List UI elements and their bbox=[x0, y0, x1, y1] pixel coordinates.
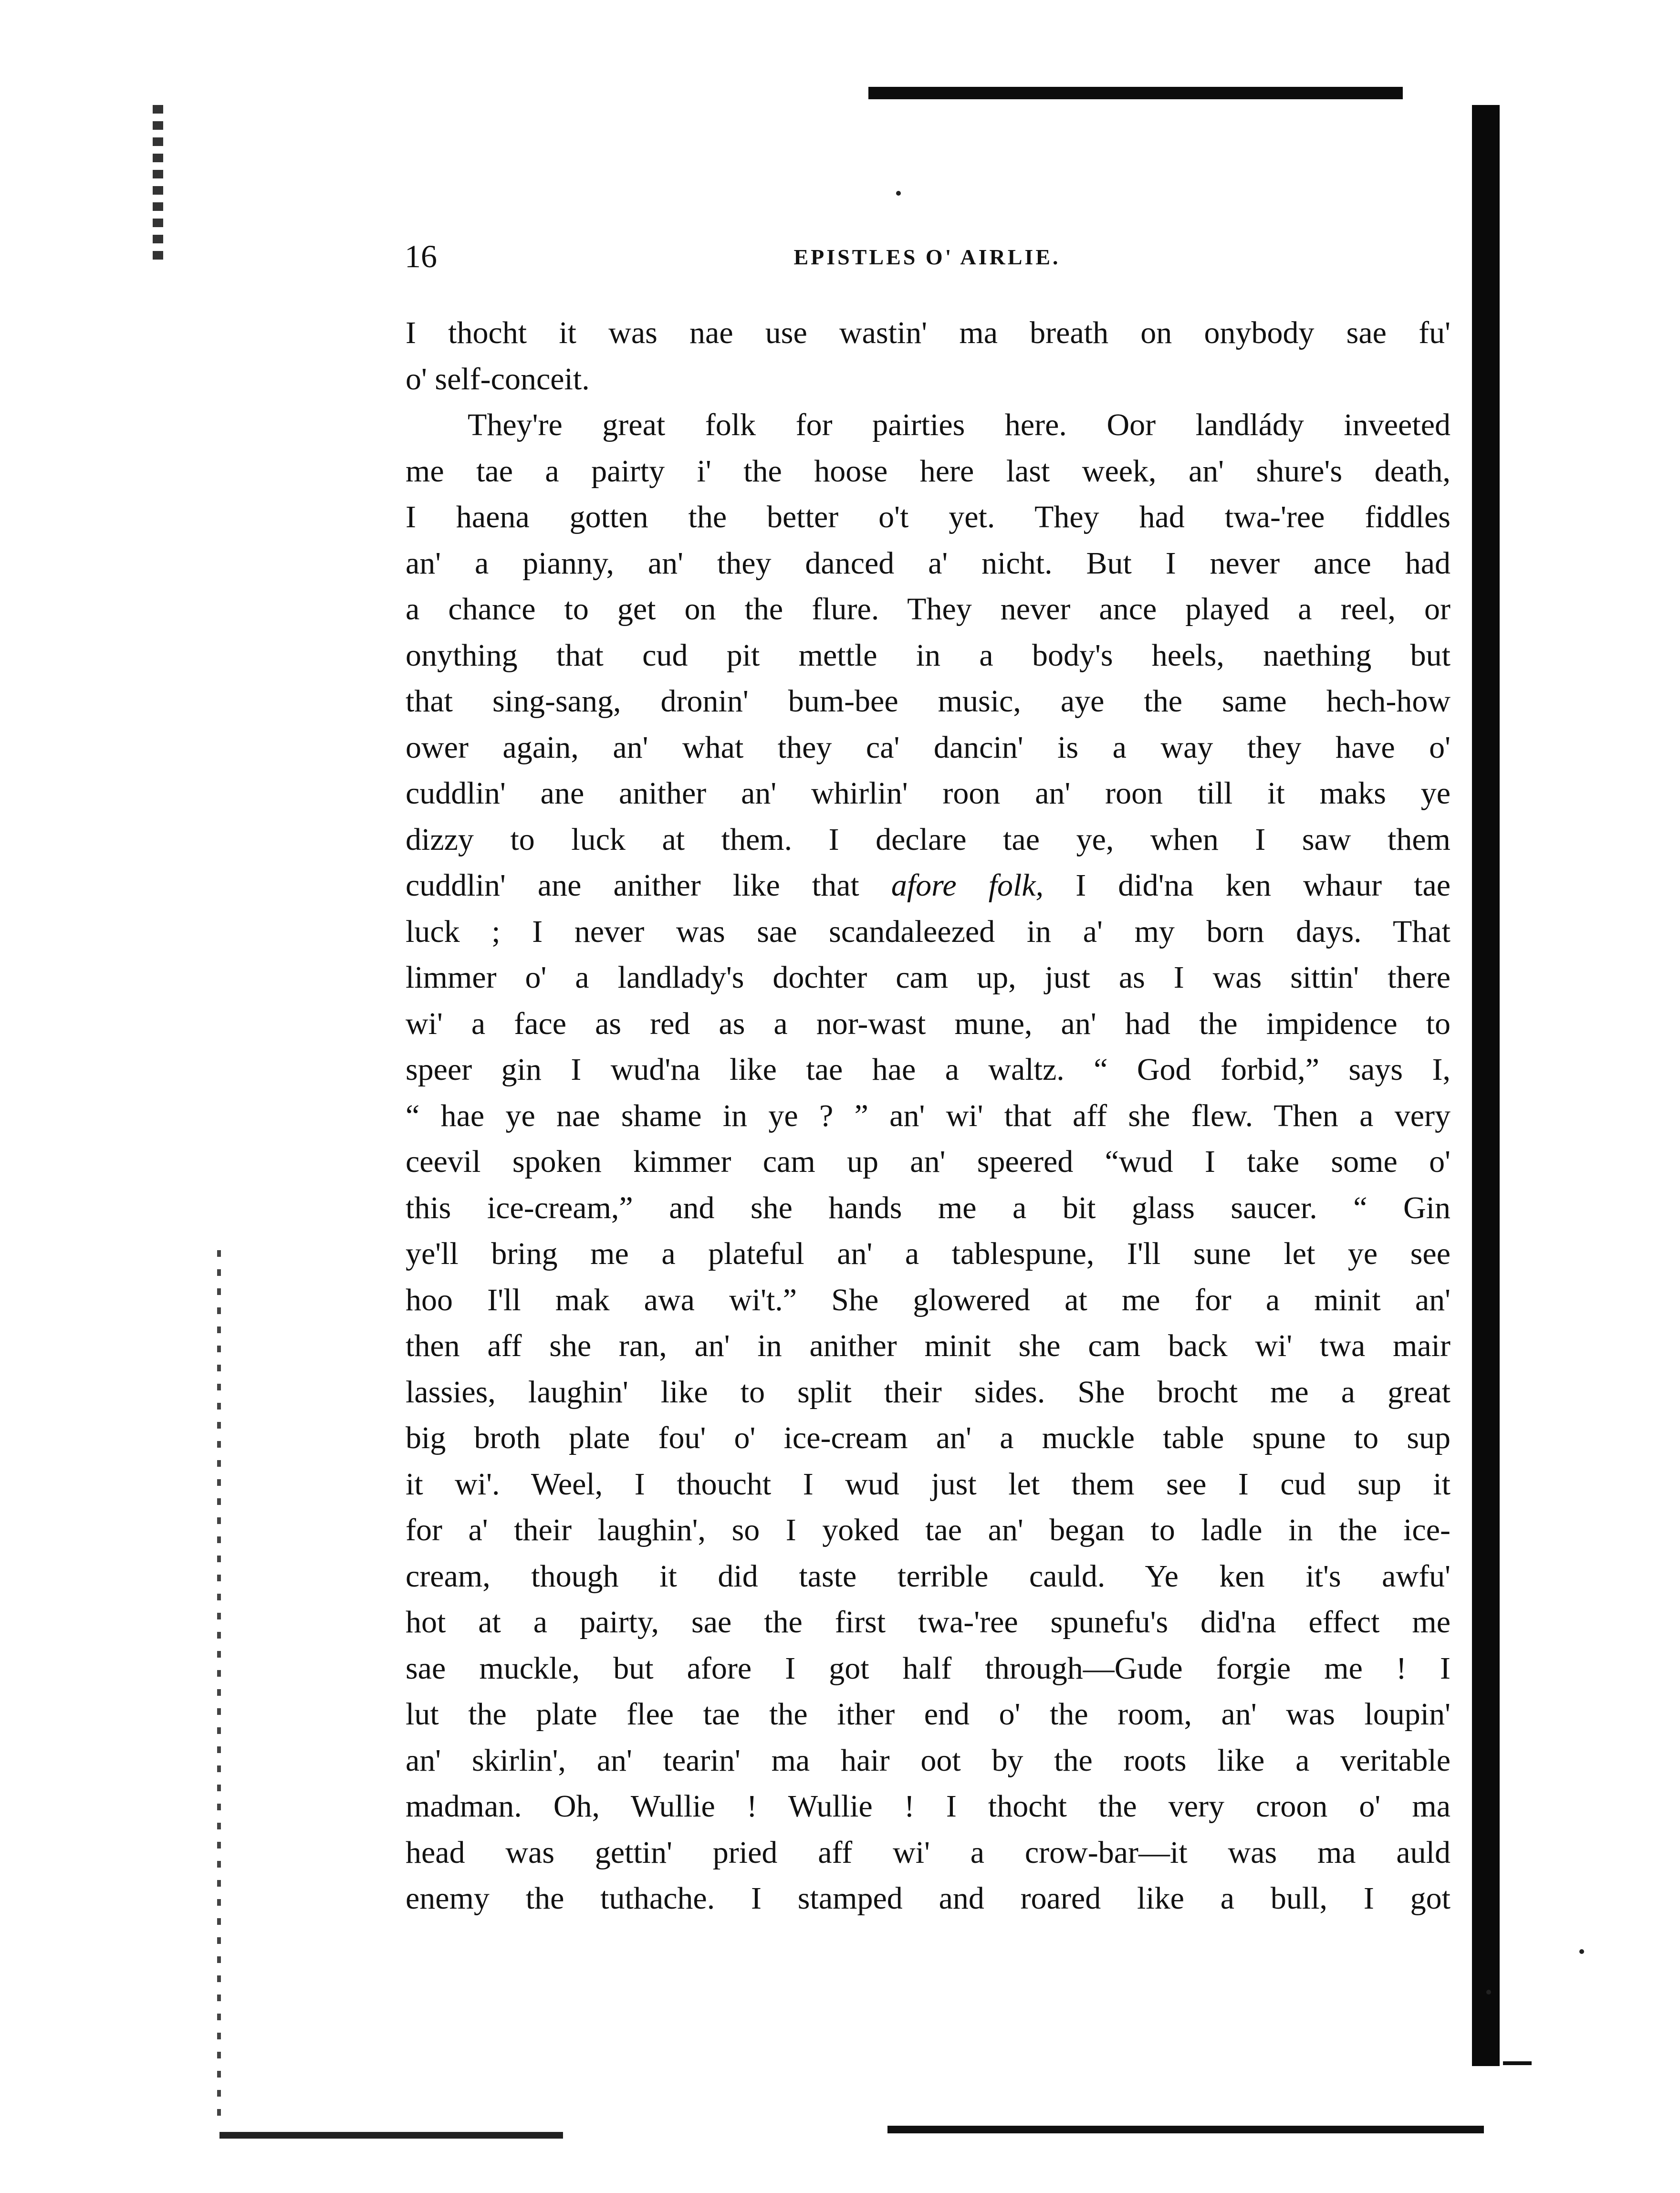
text-line: me tae a pairty i' the hoose here last week, an' shure's death, bbox=[406, 453, 1450, 489]
scan-border-top bbox=[868, 87, 1403, 99]
text-line: onything that cud pit mettle in a body's heels, naething but bbox=[406, 637, 1450, 673]
scan-speck bbox=[1579, 1949, 1584, 1954]
scan-edge-left bbox=[217, 1250, 221, 2128]
body-text bbox=[406, 310, 1450, 1922]
text-line: cream, though it did taste terrible cauld. Ye ken it's awfu' bbox=[406, 1558, 1450, 1594]
scan-mark bbox=[1503, 2061, 1532, 2065]
scan-edge-top-left bbox=[153, 105, 163, 262]
text-line: this ice-cream,” and she hands me a bit glass saucer. “ Gin bbox=[406, 1190, 1450, 1225]
text-line: ower again, an' what they ca' dancin' is a way they have o' bbox=[406, 730, 1450, 765]
page-header bbox=[405, 238, 1450, 276]
text-line: cuddlin' ane anither an' whirlin' roon an' roon till it maks ye bbox=[406, 776, 1450, 811]
text-line: “ hae ye nae shame in ye ? ” an' wi' that aff she flew. Then a very bbox=[406, 1098, 1450, 1133]
text-line: that sing-sang, dronin' bum-bee music, aye the same hech-how bbox=[406, 684, 1450, 719]
text-line: luck ; I never was sae scandaleezed in a' my born days. That bbox=[406, 914, 1450, 949]
text-line: head was gettin' pried aff wi' a crow-bar—it was ma auld bbox=[406, 1835, 1450, 1870]
text-line: hoo I'll mak awa wi't.” She glowered at me for a minit an' bbox=[406, 1282, 1450, 1317]
text-line: o' self-conceit. bbox=[406, 361, 590, 397]
text-line: They're great folk for pairties here. Oor landlády inveeted bbox=[468, 407, 1450, 442]
text-line: I haena gotten the better o't yet. They had twa-'ree fiddles bbox=[406, 500, 1450, 534]
text-line: sae muckle, but afore I got half through—Gude forgie me ! I bbox=[406, 1650, 1450, 1686]
text-line: an' a pianny, an' they danced a' nicht. But I never ance had bbox=[406, 545, 1450, 581]
scan-speck bbox=[896, 191, 901, 196]
text-line: limmer o' a landlady's dochter cam up, just as I was sittin' there bbox=[406, 960, 1450, 995]
text-line: for a' their laughin', so I yoked tae an' began to ladle in the ice- bbox=[406, 1513, 1450, 1547]
text-line: madman. Oh, Wullie ! Wullie ! I thocht the very croon o' ma bbox=[406, 1789, 1450, 1824]
text-line: then aff she ran, an' in anither minit she cam back wi' twa mair bbox=[406, 1328, 1450, 1363]
text-segment: I did'na ken whaur tae bbox=[1075, 868, 1451, 903]
text-segment: cuddlin' ane anither like that bbox=[406, 868, 859, 903]
text-line: I thocht it was nae use wastin' ma breath on onybody sae fu' bbox=[406, 315, 1450, 350]
text-line: speer gin I wud'na like tae hae a waltz. “ God forbid,” says I, bbox=[406, 1052, 1450, 1087]
text-line: a chance to get on the flure. They never ance played a reel, or bbox=[406, 592, 1450, 627]
text-line: enemy the tuthache. I stamped and roared like a bull, I got bbox=[406, 1881, 1450, 1916]
text-line: an' skirlin', an' tearin' ma hair oot by the roots like a veritable bbox=[406, 1743, 1450, 1778]
text-line: hot at a pairty, sae the first twa-'ree spunefu's did'na effect me bbox=[406, 1605, 1450, 1640]
text-line-mixed bbox=[406, 863, 1450, 909]
scan-border-bottom-left bbox=[219, 2132, 563, 2139]
text-line: wi' a face as red as a nor-wast mune, an' had the impidence to bbox=[406, 1006, 1450, 1041]
running-head: EPISTLES O' AIRLIE. bbox=[793, 245, 1061, 269]
scan-speck bbox=[1486, 1990, 1491, 1995]
text-line: it wi'. Weel, I thoucht I wud just let them see I cud sup it bbox=[406, 1466, 1450, 1502]
text-line: big broth plate fou' o' ice-cream an' a muckle table spune to sup bbox=[406, 1420, 1450, 1455]
page-number: 16 bbox=[405, 238, 437, 274]
text-line: lassies, laughin' like to split their sides. She brocht me a great bbox=[406, 1374, 1450, 1410]
scan-border-right bbox=[1472, 105, 1500, 2066]
scan-border-bottom bbox=[887, 2126, 1484, 2133]
italic-phrase: afore folk, bbox=[891, 868, 1044, 903]
text-line: ye'll bring me a plateful an' a tablespune, I'll sune let ye see bbox=[406, 1236, 1450, 1271]
text-line: dizzy to luck at them. I declare tae ye, when I saw them bbox=[406, 822, 1450, 857]
text-line: lut the plate flee tae the ither end o' the room, an' was loupin' bbox=[406, 1697, 1450, 1732]
text-line: ceevil spoken kimmer cam up an' speered “wud I take some o' bbox=[406, 1144, 1450, 1179]
